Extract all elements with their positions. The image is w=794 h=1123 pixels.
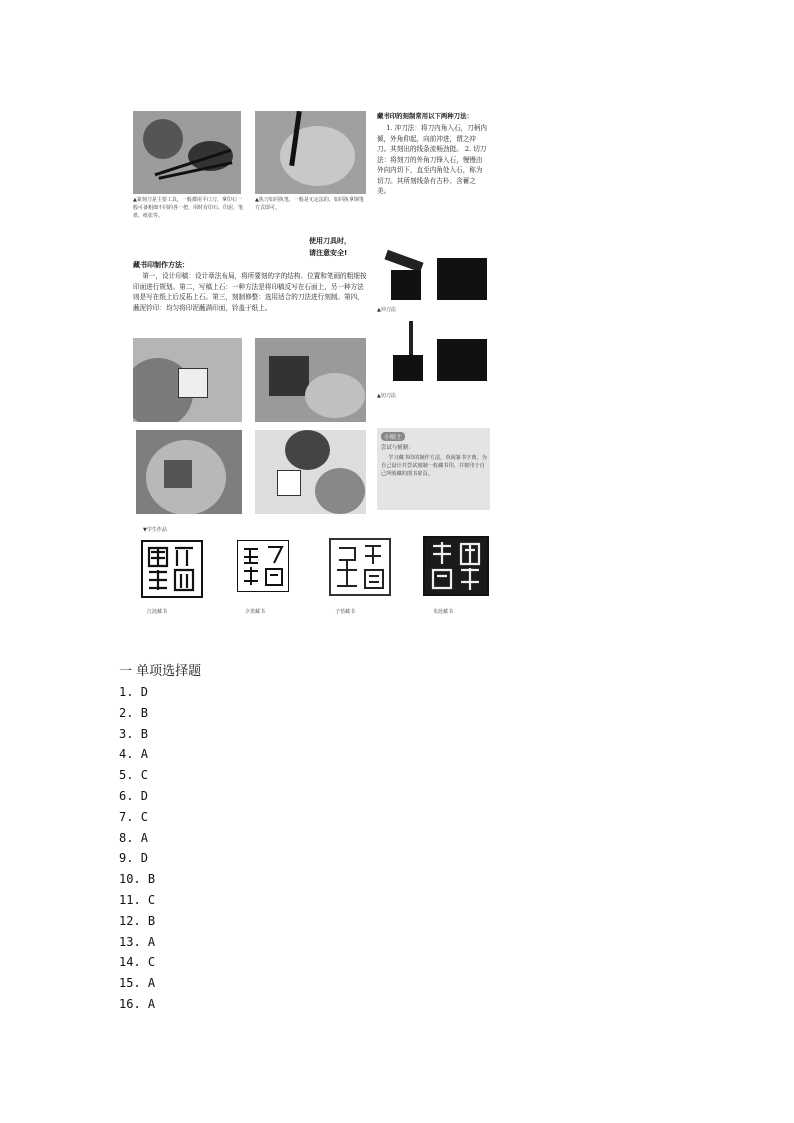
photo-caption: ▲冲刀法	[377, 307, 396, 313]
answer-item	[119, 765, 201, 786]
photo-caption: ▲切刀法	[377, 393, 396, 399]
question-number: 11.	[119, 892, 141, 907]
carving-knives-photo	[133, 111, 241, 194]
seal-caption: 夕墨藏书	[245, 609, 266, 615]
question-number: 7.	[119, 809, 134, 824]
safety-note: 使用刀具时，	[309, 237, 351, 245]
section-heading: 藏书印的刻制常用以下两种刀法：	[377, 112, 473, 120]
question-number: 10.	[119, 872, 141, 887]
seal-caption: 朱涟藏书	[433, 609, 454, 615]
carving-stone-photo	[255, 338, 366, 422]
answer-item	[119, 682, 201, 703]
question-number: 8.	[119, 830, 134, 845]
answer-item	[119, 973, 201, 994]
question-number: 5.	[119, 768, 134, 783]
answer-letter: C	[140, 768, 148, 783]
seal-jianglian	[141, 540, 203, 598]
answer-letter: B	[147, 872, 156, 887]
answer-item	[119, 744, 201, 765]
holding-knife-photo	[255, 111, 366, 194]
seal-rubbing-photo	[133, 338, 242, 422]
tip-badge: 小贴士	[381, 432, 405, 441]
answer-letter: B	[147, 913, 156, 928]
answer-item	[119, 724, 201, 745]
section-title: 一 单项选择题	[119, 664, 202, 679]
section-heading: 藏书印制作方法：	[133, 261, 189, 269]
knife-method-text: 1. 冲刀法：将刀内角入石，刀柄内倾，外角仰起，向前冲进，谓之冲刀。其刻出的线条流畅劲挺。 2. 切刀法：将刻刀的外角刀锋入石，慢慢由外向内切下，直至内角处入石，称为切刀。其所刻线条有古朴、含蓄之美。	[377, 124, 487, 195]
question-number: 13.	[119, 934, 141, 949]
tip-title: 尝试与刻制：	[381, 445, 414, 451]
answer-letter: D	[140, 685, 148, 699]
answer-letter: D	[140, 851, 148, 866]
question-number: 9.	[119, 851, 134, 866]
stone-in-hand-photo	[136, 430, 242, 514]
qiedao-photo	[377, 321, 490, 389]
answer-letter: A	[147, 976, 156, 991]
answer-item	[119, 932, 201, 953]
safety-note: 请注意安全!	[309, 249, 348, 257]
question-number: 6.	[119, 788, 134, 803]
answer-letter: A	[140, 830, 148, 845]
photo-caption: ▲篆刻刀是主要工具，一般都用平口刀，拿印石一般可备粗细不同的各一把，用时有印石、印泥、笔墨、纸张等。	[133, 197, 243, 219]
answer-item	[119, 828, 201, 849]
method-paragraph: 第一，设计印稿：设计章法布局，将所要刻的字的结构、位置和笔画的粗细按印面进行规划。第二，写稿上石：一种方法是将印稿反写在石面上，另一种方法则是写在纸上后反拓上石。第三，刻制修整：选用适合的刀法进行刻制。第四，蘸泥钤印：均匀将印泥蘸满印面，钤盖于纸上。	[133, 272, 367, 312]
seal-zitian	[329, 538, 391, 596]
stamping-photo	[255, 430, 366, 514]
question-number: 3.	[119, 726, 134, 741]
tip-text: 学习藏书印的制作方法，查阅篆书字典，为自己设计并尝试刻制一枚藏书印，并将印于自己所收藏的图书扉页。	[381, 455, 487, 477]
question-number: 2.	[119, 705, 134, 720]
question-number: 16.	[119, 996, 141, 1011]
student-works-label: ▼学生作品	[143, 527, 167, 533]
seal-zhulian	[423, 536, 489, 596]
answer-item	[119, 786, 201, 807]
answer-item	[119, 890, 201, 911]
question-number: 1.	[119, 685, 134, 699]
chongdao-photo	[377, 248, 490, 303]
answer-letter: A	[140, 747, 148, 762]
answer-letter: B	[140, 705, 148, 720]
seal-ximo	[237, 540, 289, 592]
answer-item	[119, 869, 201, 890]
textbook-scan	[133, 108, 490, 620]
answer-letter: A	[147, 996, 156, 1011]
answer-letter: C	[140, 809, 148, 824]
answer-letter: D	[140, 788, 148, 803]
answer-section	[119, 660, 201, 1015]
answer-item	[119, 848, 201, 869]
tip-box	[377, 428, 490, 510]
answer-letter: C	[147, 892, 156, 907]
answer-item	[119, 994, 201, 1015]
answer-letter: B	[140, 726, 148, 741]
seal-caption: 子恬藏书	[335, 609, 356, 615]
photo-caption: ▲执刀如同执笔，一般是无定法的，如同执拿钢笔方式即可。	[255, 197, 364, 211]
answer-item	[119, 911, 201, 932]
question-number: 12.	[119, 913, 141, 928]
question-number: 4.	[119, 747, 134, 762]
answer-item	[119, 703, 201, 724]
seal-caption: 江涟藏书	[147, 609, 168, 615]
answer-item	[119, 807, 201, 828]
answer-letter: A	[147, 934, 156, 949]
question-number: 15.	[119, 976, 141, 991]
answer-list	[119, 682, 201, 1015]
answer-item	[119, 952, 201, 973]
question-number: 14.	[119, 955, 141, 970]
answer-letter: C	[147, 955, 156, 970]
